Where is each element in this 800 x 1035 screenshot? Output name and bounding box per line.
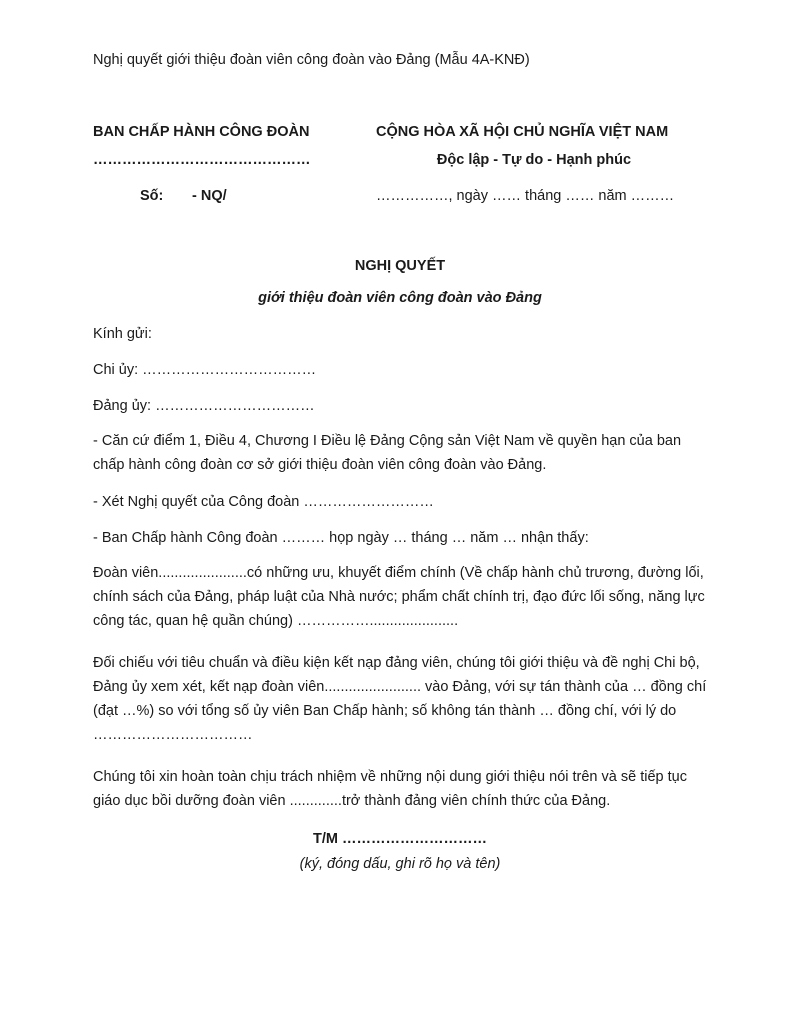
assessment-paragraph: Đoàn viên......................có những ưu, khuyết điểm chính (Về chấp hành chủ trương, đường lối, chính sách của Đảng, pháp luật của Nhà nước; phẩm chất chính trị, đạo đức lối sống, năng lực công tác, quan hệ quần chúng) ……………...................... [93, 565, 705, 629]
country-name: CỘNG HÒA XÃ HỘI CHỦ NGHĨA VIỆT NAM [376, 124, 669, 140]
basis-paragraph-3: - Ban Chấp hành Công đoàn ……… họp ngày … tháng … năm … nhận thấy: [93, 530, 589, 546]
basis-paragraph-1: - Căn cứ điểm 1, Điều 4, Chương I Điều lệ Đảng Cộng sản Việt Nam về quyền hạn của ban chấp hành công đoàn cơ sở giới thiệu đoàn viên công đoàn vào Đảng. [93, 433, 682, 473]
document-subtitle: giới thiệu đoàn viên công đoàn vào Đảng [258, 290, 542, 306]
recipient-chi-uy: Chi ủy: ……………………………… [93, 362, 317, 378]
issuing-organization: BAN CHẤP HÀNH CÔNG ĐOÀN [93, 124, 310, 140]
salutation: Kính gửi: [93, 326, 152, 342]
proposal-paragraph: Đối chiếu với tiêu chuẩn và điều kiện kết nạp đảng viên, chúng tôi giới thiệu và đề nghị Chi bộ, Đảng ủy xem xét, kết nạp đoàn viên........................ vào Đảng, với sự tán thành của … đồng chí (đạt …%) so với tổng số ủy viên Ban Chấp hành; số không tán thành … đồng chí, với lý do …………………………… [93, 655, 707, 743]
national-motto: Độc lập - Tự do - Hạnh phúc [436, 152, 632, 168]
signature-on-behalf: T/M ………………………… [313, 831, 487, 847]
header-note: Nghị quyết giới thiệu đoàn viên công đoàn vào Đảng (Mẫu 4A-KNĐ) [93, 52, 530, 68]
document-number-suffix: - NQ/ [192, 188, 227, 204]
place-date-line: ……………, ngày …… tháng …… năm ……… [376, 188, 675, 204]
document-title: NGHỊ QUYẾT [354, 258, 446, 274]
basis-paragraph-2: - Xét Nghị quyết của Công đoàn ……………………… [93, 494, 434, 510]
organization-blank: ……………………………………… [93, 152, 311, 168]
recipient-dang-uy: Đảng ủy: …………………………… [93, 398, 315, 414]
document-number-label: Số: [140, 188, 164, 204]
signature-note: (ký, đóng dấu, ghi rõ họ và tên) [299, 856, 501, 872]
commitment-paragraph: Chúng tôi xin hoàn toàn chịu trách nhiệm về những nội dung giới thiệu nói trên và sẽ tiếp tục giáo dục bồi dưỡng đoàn viên .............trở thành đảng viên chính thức của Đảng. [93, 769, 687, 809]
